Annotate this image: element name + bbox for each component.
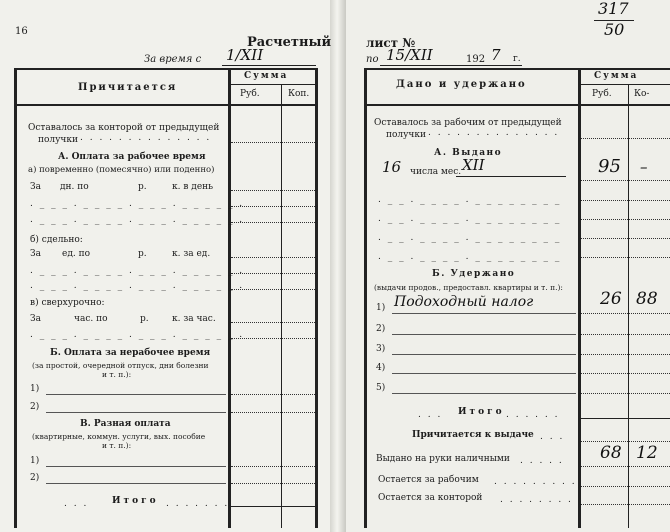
right-remaining-1: Оставалось за рабочим от предыдущей — [374, 118, 562, 128]
left-a-row-za: За — [30, 182, 41, 192]
right-total-dots-b: . . . . . . — [506, 410, 560, 420]
left-header-sum: Сумма — [244, 71, 289, 81]
deduction-3-n: 3) — [376, 344, 386, 354]
right-col-line — [581, 200, 670, 201]
issued-label: числа мес. — [410, 167, 462, 177]
left-a-row-r: р. — [138, 182, 147, 192]
left-section-b-note-2: и т. п.): — [102, 370, 132, 379]
binding-gutter — [330, 0, 346, 532]
owed-worker: Остается за рабочим — [378, 475, 479, 485]
right-remaining-dots: . . . . . . . . . . . . . . — [428, 128, 560, 138]
left-col-line — [231, 506, 315, 507]
left-a-row-days: дн. по — [60, 182, 89, 192]
right-remaining-2: получки — [386, 130, 427, 140]
left-c-dots: . _ _ _ . _ _ _ _ . _ _ _ . _ _ _ _ _ . — [30, 330, 245, 340]
left-total: Итого — [112, 496, 159, 506]
left-b-dots-1: . _ _ _ . _ _ _ _ . _ _ _ . _ _ _ _ _ . — [30, 266, 245, 276]
title-left: Расчетный — [247, 35, 332, 50]
right-col-line — [581, 441, 670, 442]
deduction-4-n: 4) — [376, 363, 386, 373]
period-year-prefix: 192 — [466, 54, 486, 65]
left-col-line — [231, 222, 315, 223]
right-due: Причитается к выдаче — [412, 430, 534, 440]
issued-line — [456, 176, 566, 177]
right-col-line — [581, 354, 670, 355]
period-to: 15/XII — [386, 46, 433, 64]
left-col-line — [231, 412, 315, 413]
left-top-border — [14, 68, 318, 70]
left-c-over: в) сверхурочно: — [30, 298, 105, 308]
right-total-dots-a: . . . — [418, 410, 443, 420]
left-col-line — [231, 273, 315, 274]
right-col-line — [581, 504, 670, 505]
cash-kop: 12 — [636, 443, 658, 463]
left-section-b: Б. Оплата за нерабочее время — [50, 348, 211, 358]
left-a-time: а) повременно (помесячно) или поденно) — [28, 165, 215, 175]
right-top-border — [364, 68, 670, 70]
right-col-line — [581, 393, 670, 394]
page-number: 16 — [15, 26, 28, 37]
left-col-line — [231, 289, 315, 290]
left-a-dots-1: . _ _ _ . _ _ _ _ . _ _ _ . _ _ _ _ _ . — [30, 199, 245, 209]
left-b-row-r: р. — [138, 249, 147, 259]
corner-note-top: 317 — [598, 0, 629, 18]
issued-rub: 95 — [598, 156, 621, 177]
left-a-row-k: к. в день — [172, 182, 214, 192]
left-c-row-za: За — [30, 314, 41, 324]
left-remaining-1: Оставалось за конторой от предыдущей — [28, 123, 220, 133]
left-rub-border — [228, 68, 231, 528]
left-sum-divider — [230, 84, 316, 85]
deduction-2-n: 2) — [376, 324, 386, 334]
period-prefix: За время с — [144, 54, 202, 65]
left-right-border — [315, 68, 318, 528]
left-c-row-hours: час. по — [74, 314, 108, 324]
left-kop-border — [281, 84, 282, 528]
right-col-line — [581, 466, 670, 467]
period-to-line — [380, 65, 522, 66]
left-col-line — [231, 257, 315, 258]
period-year: 7 — [491, 46, 501, 64]
right-header-rub: Руб. — [592, 89, 612, 99]
deduction-1-text: Подоходный налог — [394, 294, 534, 310]
right-col-line — [581, 138, 670, 139]
right-section-a: А. Выдано — [434, 148, 503, 158]
left-remaining-2: получки — [38, 135, 79, 145]
deduction-1-kop: 88 — [636, 289, 658, 309]
deduction-1-rub: 26 — [600, 289, 622, 309]
issued-kop: – — [640, 158, 648, 176]
deduction-5-n: 5) — [376, 383, 386, 393]
left-a-dots-2: . _ _ _ . _ _ _ _ . _ _ _ . _ _ _ _ _ . — [30, 215, 245, 225]
left-col-line — [231, 338, 315, 339]
issued-month: XII — [462, 156, 485, 174]
left-b-dots-2: . _ _ _ . _ _ _ _ . _ _ _ . _ _ _ _ _ . — [30, 281, 245, 291]
right-kop-border — [628, 84, 629, 528]
left-header-kop: Коп. — [288, 89, 310, 99]
left-col-line — [231, 466, 315, 467]
left-section-v: В. Разная оплата — [80, 419, 171, 429]
right-rub-border — [578, 68, 581, 528]
period-from-line — [222, 65, 316, 66]
left-c-row-r: р. — [140, 314, 149, 324]
left-section-v-note-1: (квартирные, коммун. услуги, вых. пособие — [32, 432, 206, 441]
right-a-dots-3: . _ _ . _ _ _ _ . _ _ _ _ _ _ _ _ — [378, 233, 562, 243]
left-section-v-row-1: 1) — [30, 456, 40, 466]
left-b-row-units: ед. по — [62, 249, 91, 259]
cash-rub: 68 — [600, 443, 622, 463]
left-b-row-k: к. за ед. — [172, 249, 211, 259]
left-c-row-k: к. за час. — [172, 314, 216, 324]
left-section-b-line-1 — [46, 394, 226, 395]
left-b-piece: б) сдельно: — [30, 235, 83, 245]
left-outer-border — [14, 68, 17, 528]
right-col-line — [581, 180, 670, 181]
right-section-b: Б. Удержано — [432, 269, 516, 279]
owed-worker-dots: . . . . . . . . . — [494, 477, 577, 487]
corner-note-bottom: 50 — [604, 20, 625, 39]
right-header-sum: Сумма — [594, 71, 639, 81]
period-year-suffix: г. — [513, 54, 521, 64]
left-section-a: А. Оплата за рабочее время — [58, 152, 206, 162]
left-col-line — [231, 483, 315, 484]
right-col-line — [581, 486, 670, 487]
right-col-line — [581, 418, 670, 419]
right-col-line — [581, 313, 670, 314]
left-remaining-dots: . . . . . . . . . . . . . . — [80, 133, 212, 143]
owed-office: Остается за конторой — [378, 493, 483, 503]
left-section-v-line-2 — [46, 483, 226, 484]
left-col-line — [231, 190, 315, 191]
cash-dots: . . . . . — [520, 456, 564, 466]
right-header-bottom — [364, 104, 670, 106]
left-section-b-row-1: 1) — [30, 384, 40, 394]
right-total: Итого — [458, 407, 505, 417]
deduction-3-line — [392, 354, 576, 355]
left-section-b-line-2 — [46, 412, 226, 413]
left-col-line — [231, 322, 315, 323]
cash-label: Выдано на руки наличными — [376, 454, 510, 464]
right-col-line — [581, 373, 670, 374]
right-due-dots: . . . — [540, 432, 565, 442]
left-section-b-row-2: 2) — [30, 402, 40, 412]
right-sum-divider — [580, 84, 670, 85]
right-a-dots-4: . _ _ . _ _ _ _ . _ _ _ _ _ _ _ _ — [378, 252, 562, 262]
right-header-main: Дано и удержано — [396, 79, 527, 90]
period-from: 1/XII — [226, 46, 264, 64]
right-col-line — [581, 257, 670, 258]
left-total-dots-a: . . . — [64, 499, 89, 509]
left-section-v-line-1 — [46, 466, 226, 467]
left-section-v-note-2: и т. п.): — [102, 441, 132, 450]
deduction-1-n: 1) — [376, 303, 386, 313]
title-right: лист № — [366, 36, 416, 50]
right-col-line — [581, 219, 670, 220]
deduction-1-line — [392, 313, 576, 314]
owed-office-dots: . . . . . . . . — [500, 495, 573, 505]
left-header-bottom — [14, 104, 318, 106]
right-section-b-note: (выдачи продов., предоставл. квартиры и т. п.): — [374, 283, 563, 292]
left-total-dots-b: . . . . . . . — [166, 499, 230, 509]
left-col-line — [231, 206, 315, 207]
deduction-5-line — [392, 393, 576, 394]
right-outer-border — [364, 68, 367, 528]
left-header-rub: Руб. — [240, 89, 260, 99]
left-header-main: Причитается — [78, 82, 178, 93]
issued-day: 16 — [382, 158, 402, 176]
deduction-2-line — [392, 334, 576, 335]
left-section-v-row-2: 2) — [30, 473, 40, 483]
left-col-line — [231, 394, 315, 395]
right-a-dots-1: . _ _ . _ _ _ _ . _ _ _ _ _ _ _ _ — [378, 195, 562, 205]
period-to-prefix: по — [366, 54, 379, 65]
right-col-line — [581, 238, 670, 239]
left-col-line — [231, 142, 315, 143]
deduction-4-line — [392, 373, 576, 374]
right-col-line — [581, 334, 670, 335]
left-b-row-za: За — [30, 249, 41, 259]
right-a-dots-2: . _ _ . _ _ _ _ . _ _ _ _ _ _ _ _ — [378, 214, 562, 224]
right-header-kop: Ко- — [634, 89, 650, 99]
left-section-b-note-1: (за простой, очередной отпуск, дни болезни — [32, 361, 209, 370]
